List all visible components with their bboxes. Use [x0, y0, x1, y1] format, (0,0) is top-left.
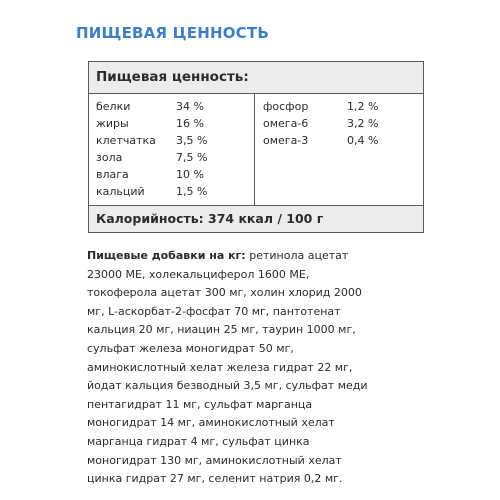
additives-line: [87, 247, 417, 266]
calorie-content: Калорийность: 374 ккал / 100 г: [89, 205, 423, 232]
additives-line: моногидрат 14 мг, аминокислотный хелат: [87, 416, 335, 430]
nutrient-value: 16 %: [176, 117, 204, 130]
nutrient-value: 10 %: [176, 168, 204, 181]
nutrition-table: [88, 61, 424, 233]
nutrient-name: влага: [96, 168, 129, 181]
nutrient-value: 1,2 %: [347, 100, 379, 113]
nutrient-name: фосфор: [263, 100, 309, 113]
nutrient-name: омега-3: [263, 134, 309, 147]
nutrient-name: омега-6: [263, 117, 309, 130]
nutrient-name: белки: [96, 100, 131, 113]
column-divider: [254, 94, 255, 206]
additives-line: моногидрат 130 мг, аминокислотный хелат: [87, 453, 342, 467]
additives-line: цинка гидрат 27 мг, селенит натрия 0,2 мг.: [87, 472, 343, 486]
additives-label: Пищевые добавки на кг:: [87, 249, 246, 262]
nutrient-value: 3,5 %: [176, 134, 208, 147]
additives-line: йодат кальция безводный 3,5 мг, сульфат меди: [87, 379, 368, 393]
nutrient-name: зола: [96, 151, 123, 164]
nutrient-name: жиры: [96, 117, 129, 130]
additives-paragraph: [87, 247, 417, 489]
additives-text: ретинола ацетат: [245, 249, 349, 262]
nutrient-name: клетчатка: [96, 134, 156, 147]
nutrient-value: 1,5 %: [176, 185, 208, 198]
nutrient-name: кальций: [96, 185, 145, 198]
nutrient-value: 0,4 %: [347, 134, 379, 147]
nutrient-value: 7,5 %: [176, 151, 208, 164]
nutrient-value: 3,2 %: [347, 117, 379, 130]
additives-line: пентагидрат 11 мг, сульфат марганца: [87, 397, 313, 411]
additives-line: аминокислотный хелат железа гидрат 22 мг,: [87, 360, 353, 374]
additives-line: токоферола ацетат 300 мг, холин хлорид 2000: [87, 286, 362, 300]
page-title: ПИЩЕВАЯ ЦЕННОСТЬ: [76, 24, 269, 42]
additives-line: марганца гидрат 4 мг, сульфат цинка: [87, 434, 310, 448]
table-header: Пищевая ценность:: [89, 62, 423, 94]
additives-line: 23000 МЕ, холекальциферол 1600 МЕ,: [87, 267, 310, 281]
additives-line: кальция 20 мг, ниацин 25 мг, таурин 1000 мг,: [87, 323, 356, 337]
nutrient-value: 34 %: [176, 100, 204, 113]
additives-line: мг, L-аскорбат-2-фосфат 70 мг, пантотенат: [87, 304, 341, 318]
additives-line: сульфат железа моногидрат 50 мг,: [87, 341, 294, 355]
